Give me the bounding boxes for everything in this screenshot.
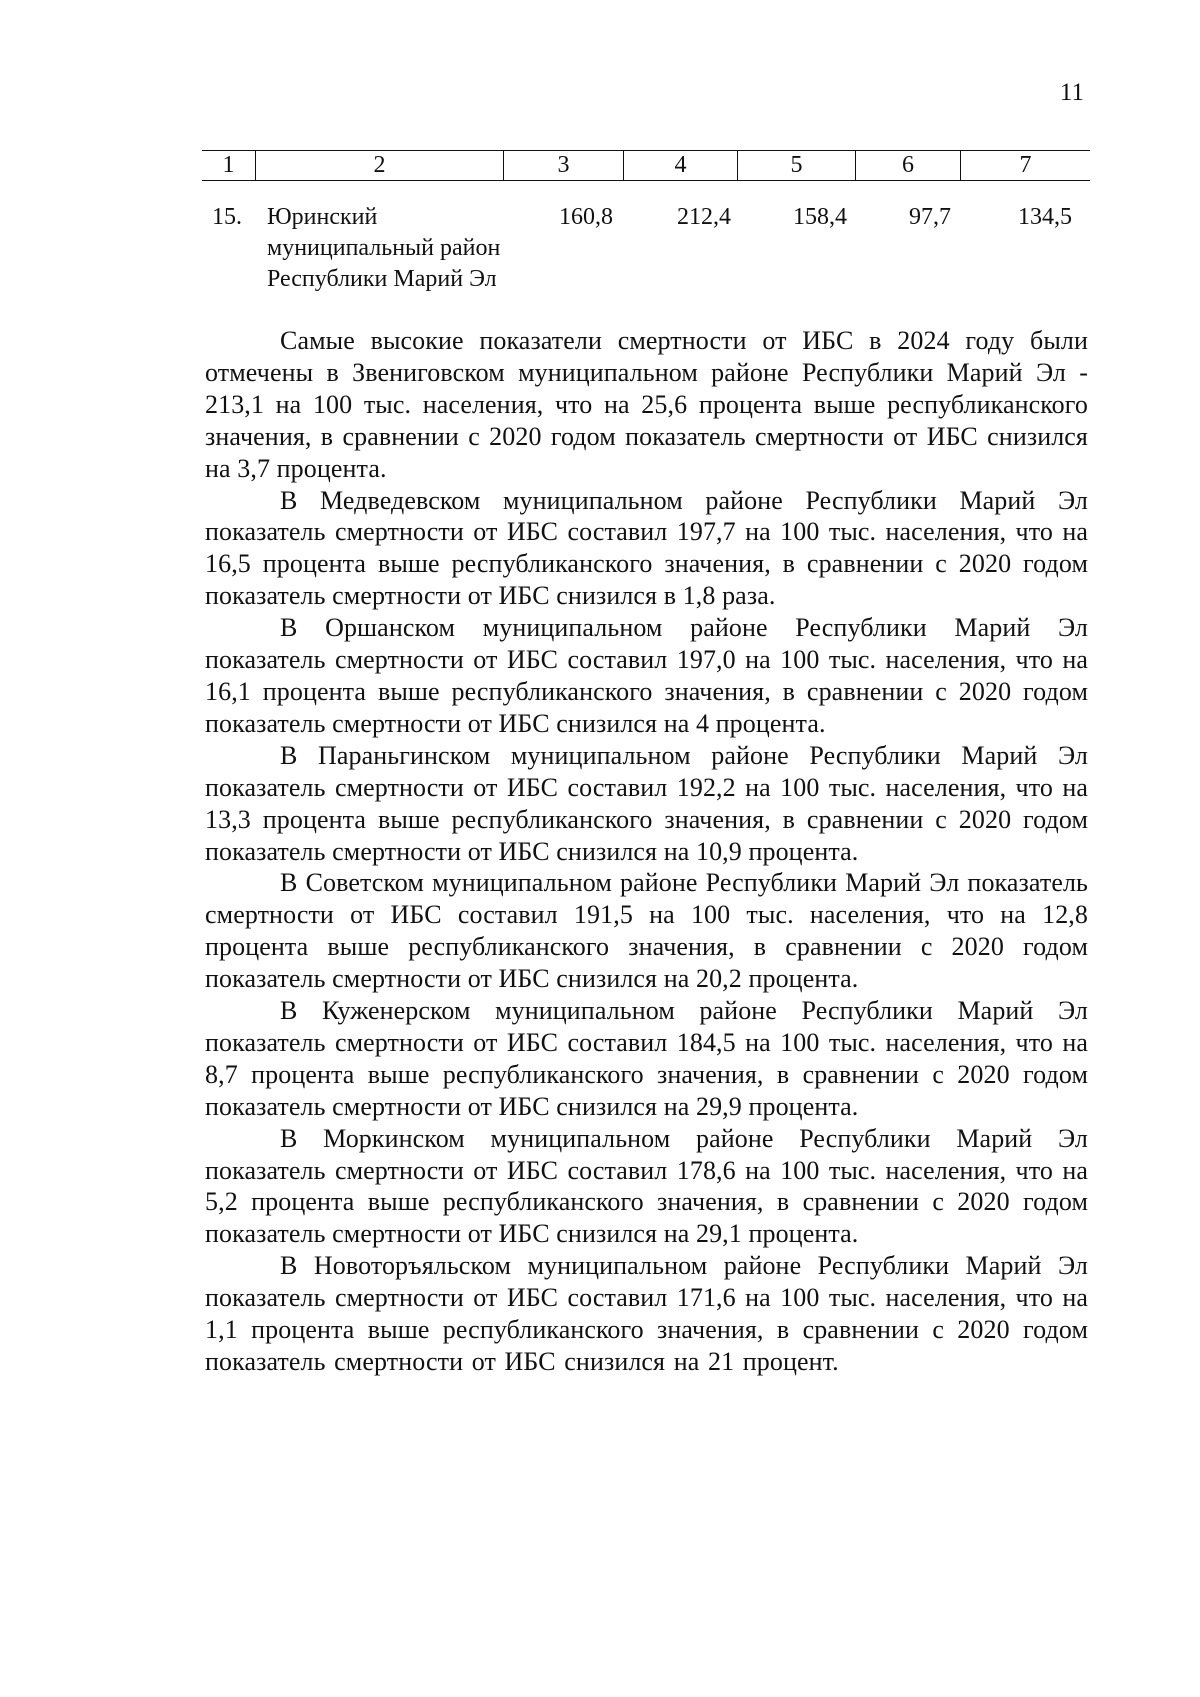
- district-name-line: Республики Марий Эл: [267, 266, 497, 292]
- paragraph: В Параньгинском муниципальном районе Республики Марий Эл показатель смертности от ИБС составил 192,2 на 100 тыс. населения, что на 13,3 процента выше республиканского значения, в сравнении с 2020 годом показатель смертности от ИБС снизился на 10,9 процента.: [205, 740, 1088, 866]
- table-header-cell: 4: [623, 151, 737, 180]
- district-name-line: Юринский: [267, 204, 378, 230]
- body-text: [205, 325, 1088, 1378]
- paragraph: В Моркинском муниципальном районе Республики Марий Эл показатель смертности от ИБС составил 178,6 на 100 тыс. населения, что на 5,2 процента выше республиканского значения, в сравнении с 2020 годом показатель смертности от ИБС снизился на 29,1 процента.: [205, 1123, 1088, 1249]
- paragraph: В Новоторъяльском муниципальном районе Республики Марий Эл показатель смертности от ИБС составил 171,6 на 100 тыс. населения, что на 1,1 процента выше республиканского значения, в сравнении с 2020 годом показатель смертности от ИБС снизился на 21 процент.: [205, 1251, 1088, 1376]
- district-name-line: муниципальный район: [267, 235, 501, 261]
- page-number: 11: [1059, 79, 1084, 106]
- table-cell-value: 160,8: [559, 204, 613, 230]
- paragraph: Самые высокие показатели смертности от ИБС в 2024 году были отмечены в Звениговском муниципальном районе Республики Марий Эл - 213,1 на 100 тыс. населения, что на 25,6 процента выше республиканского значения, в сравнении с 2020 годом показатель смертности от ИБС снизился на 3,7 процента.: [205, 326, 1088, 483]
- paragraph: В Советском муниципальном районе Республики Марий Эл показатель смертности от ИБС составил 191,5 на 100 тыс. населения, что на 12,8 процента выше республиканского значения, в сравнении с 2020 годом показатель смертности от ИБС снизился на 20,2 процента.: [205, 868, 1088, 994]
- table-cell-value: 97,7: [909, 204, 951, 230]
- paragraph: В Медведевском муниципальном районе Республики Марий Эл показатель смертности от ИБС составил 197,7 на 100 тыс. населения, что на 16,5 процента выше республиканского значения, в сравнении с 2020 годом показатель смертности от ИБС снизился в 1,8 раза.: [205, 485, 1088, 611]
- paragraph: В Оршанском муниципальном районе Республики Марий Эл показатель смертности от ИБС составил 197,0 на 100 тыс. населения, что на 16,1 процента выше республиканского значения, в сравнении с 2020 годом показатель смертности от ИБС снизился на 4 процента.: [205, 613, 1088, 738]
- table-header-row: [202, 150, 1090, 181]
- table-header-cell: 7: [960, 151, 1090, 180]
- row-district-name: [267, 202, 527, 295]
- table-cell-value: 134,5: [1018, 204, 1072, 230]
- table-header-cell: 3: [503, 151, 623, 180]
- table-header-cell: 6: [855, 151, 960, 180]
- table-header-cell: 2: [255, 151, 503, 180]
- table-header-cell: 1: [222, 152, 235, 178]
- paragraph: В Куженерском муниципальном районе Республики Марий Эл показатель смертности от ИБС составил 184,5 на 100 тыс. населения, что на 8,7 процента выше республиканского значения, в сравнении с 2020 годом показатель смертности от ИБС снизился на 29,9 процента.: [205, 996, 1088, 1121]
- table-cell-value: 158,4: [793, 204, 847, 230]
- table-cell-value: 212,4: [677, 204, 731, 230]
- row-number: 15.: [212, 204, 242, 230]
- table-header-cell: 5: [737, 151, 855, 180]
